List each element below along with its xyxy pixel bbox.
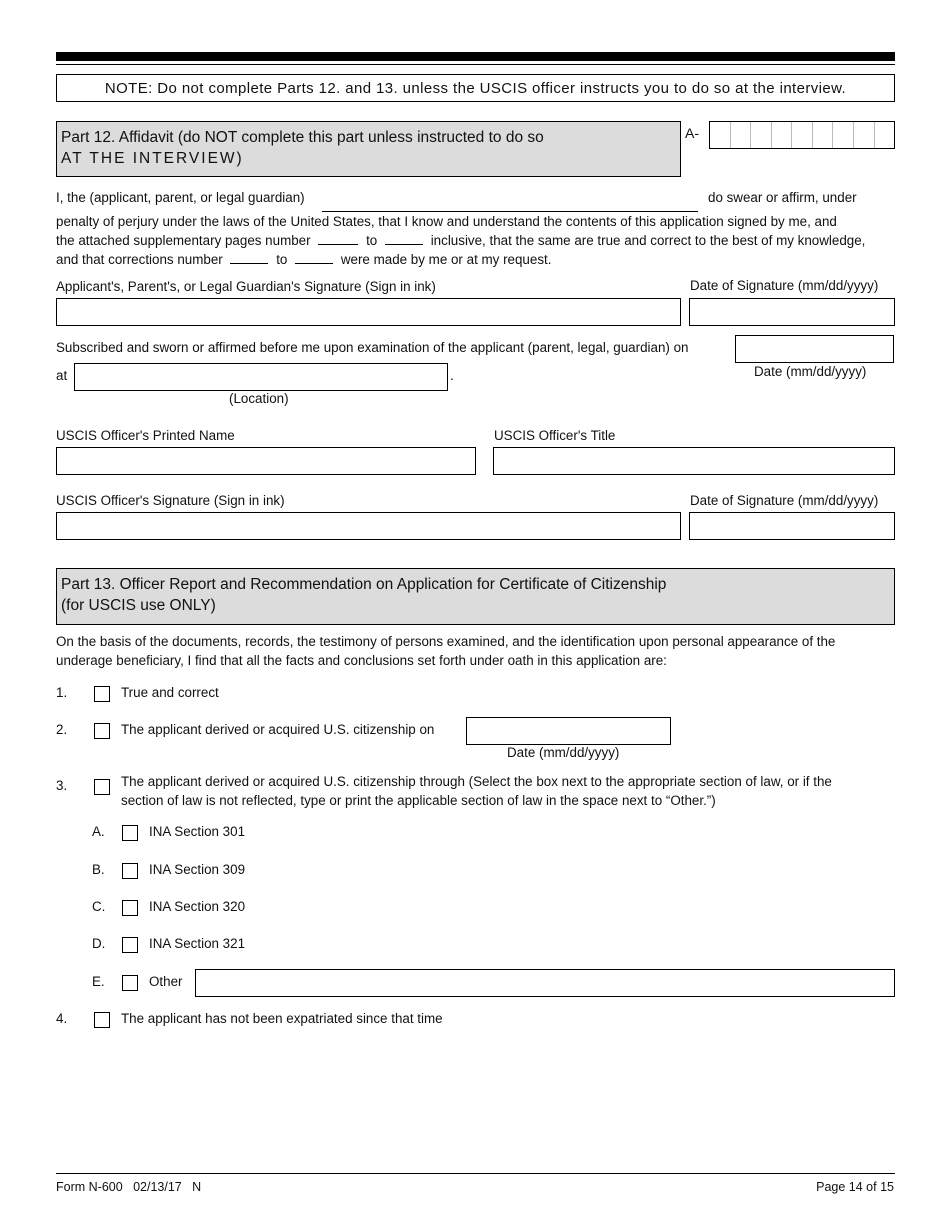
item1-label: True and correct — [121, 685, 219, 700]
affidavit-line3 — [56, 231, 865, 250]
corrections-to-field[interactable] — [295, 251, 333, 264]
officer-name-label: USCIS Officer's Printed Name — [56, 428, 235, 443]
item2-date-label: Date (mm/dd/yyyy) — [507, 745, 620, 760]
officer-name-field[interactable] — [56, 447, 476, 475]
option-b-letter: B. — [92, 862, 105, 877]
option-e-letter: E. — [92, 974, 105, 989]
supplementary-pages-from-field[interactable] — [318, 232, 358, 245]
officer-signature-date-label: Date of Signature (mm/dd/yyyy) — [690, 493, 879, 508]
part12-header — [56, 121, 681, 177]
item4-number: 4. — [56, 1011, 68, 1026]
affidavit-line4-to: to — [276, 252, 288, 267]
item1-number: 1. — [56, 685, 68, 700]
top-rule-thin — [56, 64, 895, 65]
item2-checkbox[interactable] — [94, 723, 110, 739]
option-d-checkbox[interactable] — [122, 937, 138, 953]
affidavit-line4-start: and that corrections number — [56, 252, 223, 267]
part13-intro-line2: underage beneficiary, I find that all the facts and conclusions set forth under oath in this application are: — [56, 653, 667, 668]
option-e-label: Other — [149, 974, 183, 989]
officer-signature-label: USCIS Officer's Signature (Sign in ink) — [56, 493, 285, 508]
part13-title-line2: (for USCIS use ONLY) — [61, 597, 216, 614]
option-a-letter: A. — [92, 824, 105, 839]
option-c-label: INA Section 320 — [149, 899, 246, 914]
affidavit-intro-start: I, the (applicant, parent, or legal guardian) — [56, 190, 305, 205]
applicant-signature-date-field[interactable] — [689, 298, 895, 326]
item2-number: 2. — [56, 722, 68, 737]
option-b-checkbox[interactable] — [122, 863, 138, 879]
officer-title-label: USCIS Officer's Title — [494, 428, 616, 443]
part12-title-line2: AT THE INTERVIEW) — [61, 150, 244, 167]
officer-signature-field[interactable] — [56, 512, 681, 540]
affidavit-line4-end: were made by me or at my request. — [340, 252, 552, 267]
affidavit-line3-end: inclusive, that the same are true and correct to the best of my knowledge, — [430, 233, 866, 248]
option-b-label: INA Section 309 — [149, 862, 246, 877]
affidavit-line3-to: to — [366, 233, 378, 248]
corrections-from-field[interactable] — [230, 251, 268, 264]
option-e-checkbox[interactable] — [122, 975, 138, 991]
item3-checkbox[interactable] — [94, 779, 110, 795]
item4-label: The applicant has not been expatriated since that time — [121, 1011, 443, 1026]
instruction-note: NOTE: Do not complete Parts 12. and 13. unless the USCIS officer instructs you to do so at the interview. — [56, 74, 895, 102]
option-a-checkbox[interactable] — [122, 825, 138, 841]
item3-label-line1: The applicant derived or acquired U.S. citizenship through (Select the box next to the appropriate section of law, or if the — [121, 774, 832, 789]
part13-title-line1: Part 13. Officer Report and Recommendation on Application for Certificate of Citizenship — [61, 576, 667, 593]
option-d-label: INA Section 321 — [149, 936, 246, 951]
footer-page-number: Page 14 of 15 — [816, 1180, 894, 1194]
item4-checkbox[interactable] — [94, 1012, 110, 1028]
location-label: (Location) — [229, 391, 289, 406]
supplementary-pages-to-field[interactable] — [385, 232, 423, 245]
option-a-label: INA Section 301 — [149, 824, 246, 839]
option-c-letter: C. — [92, 899, 106, 914]
top-rule-thick — [56, 52, 895, 61]
applicant-signature-label: Applicant's, Parent's, or Legal Guardian's Signature (Sign in ink) — [56, 279, 436, 294]
officer-signature-date-field[interactable] — [689, 512, 895, 540]
a-number-field[interactable] — [709, 121, 895, 149]
at-label: at — [56, 368, 68, 383]
location-period: . — [450, 368, 454, 383]
part12-title-line1: Part 12. Affidavit (do NOT complete this part unless instructed to do so — [61, 129, 544, 146]
option-e-other-field[interactable] — [195, 969, 895, 997]
officer-title-field[interactable] — [493, 447, 895, 475]
a-number-prefix: A- — [685, 125, 699, 141]
affidavit-intro-end: do swear or affirm, under — [708, 190, 857, 205]
affidavit-line4 — [56, 250, 551, 269]
option-c-checkbox[interactable] — [122, 900, 138, 916]
part13-intro-line1: On the basis of the documents, records, the testimony of persons examined, and the identification upon personal appearance of the — [56, 634, 836, 649]
subscribed-date-label: Date (mm/dd/yyyy) — [754, 364, 867, 379]
subscribed-text: Subscribed and sworn or affirmed before me upon examination of the applicant (parent, legal, guardian) on — [56, 340, 689, 355]
item3-number: 3. — [56, 778, 68, 793]
affidavit-line2: penalty of perjury under the laws of the United States, that I know and understand the contents of this application signed by me, and — [56, 214, 837, 229]
affidavit-line3-start: the attached supplementary pages number — [56, 233, 311, 248]
item2-label: The applicant derived or acquired U.S. citizenship on — [121, 722, 435, 737]
option-d-letter: D. — [92, 936, 106, 951]
item1-checkbox[interactable] — [94, 686, 110, 702]
location-field[interactable] — [74, 363, 448, 391]
footer-form-id: Form N-600 02/13/17 N — [56, 1180, 202, 1194]
subscribed-date-field[interactable] — [735, 335, 894, 363]
part13-header — [56, 568, 895, 625]
item2-date-field[interactable] — [466, 717, 671, 745]
footer-rule — [56, 1173, 895, 1174]
applicant-signature-field[interactable] — [56, 298, 681, 326]
item3-label-line2: section of law is not reflected, type or print the applicable section of law in the space next to “Other.”) — [121, 793, 716, 808]
applicant-signature-date-label: Date of Signature (mm/dd/yyyy) — [690, 278, 879, 293]
